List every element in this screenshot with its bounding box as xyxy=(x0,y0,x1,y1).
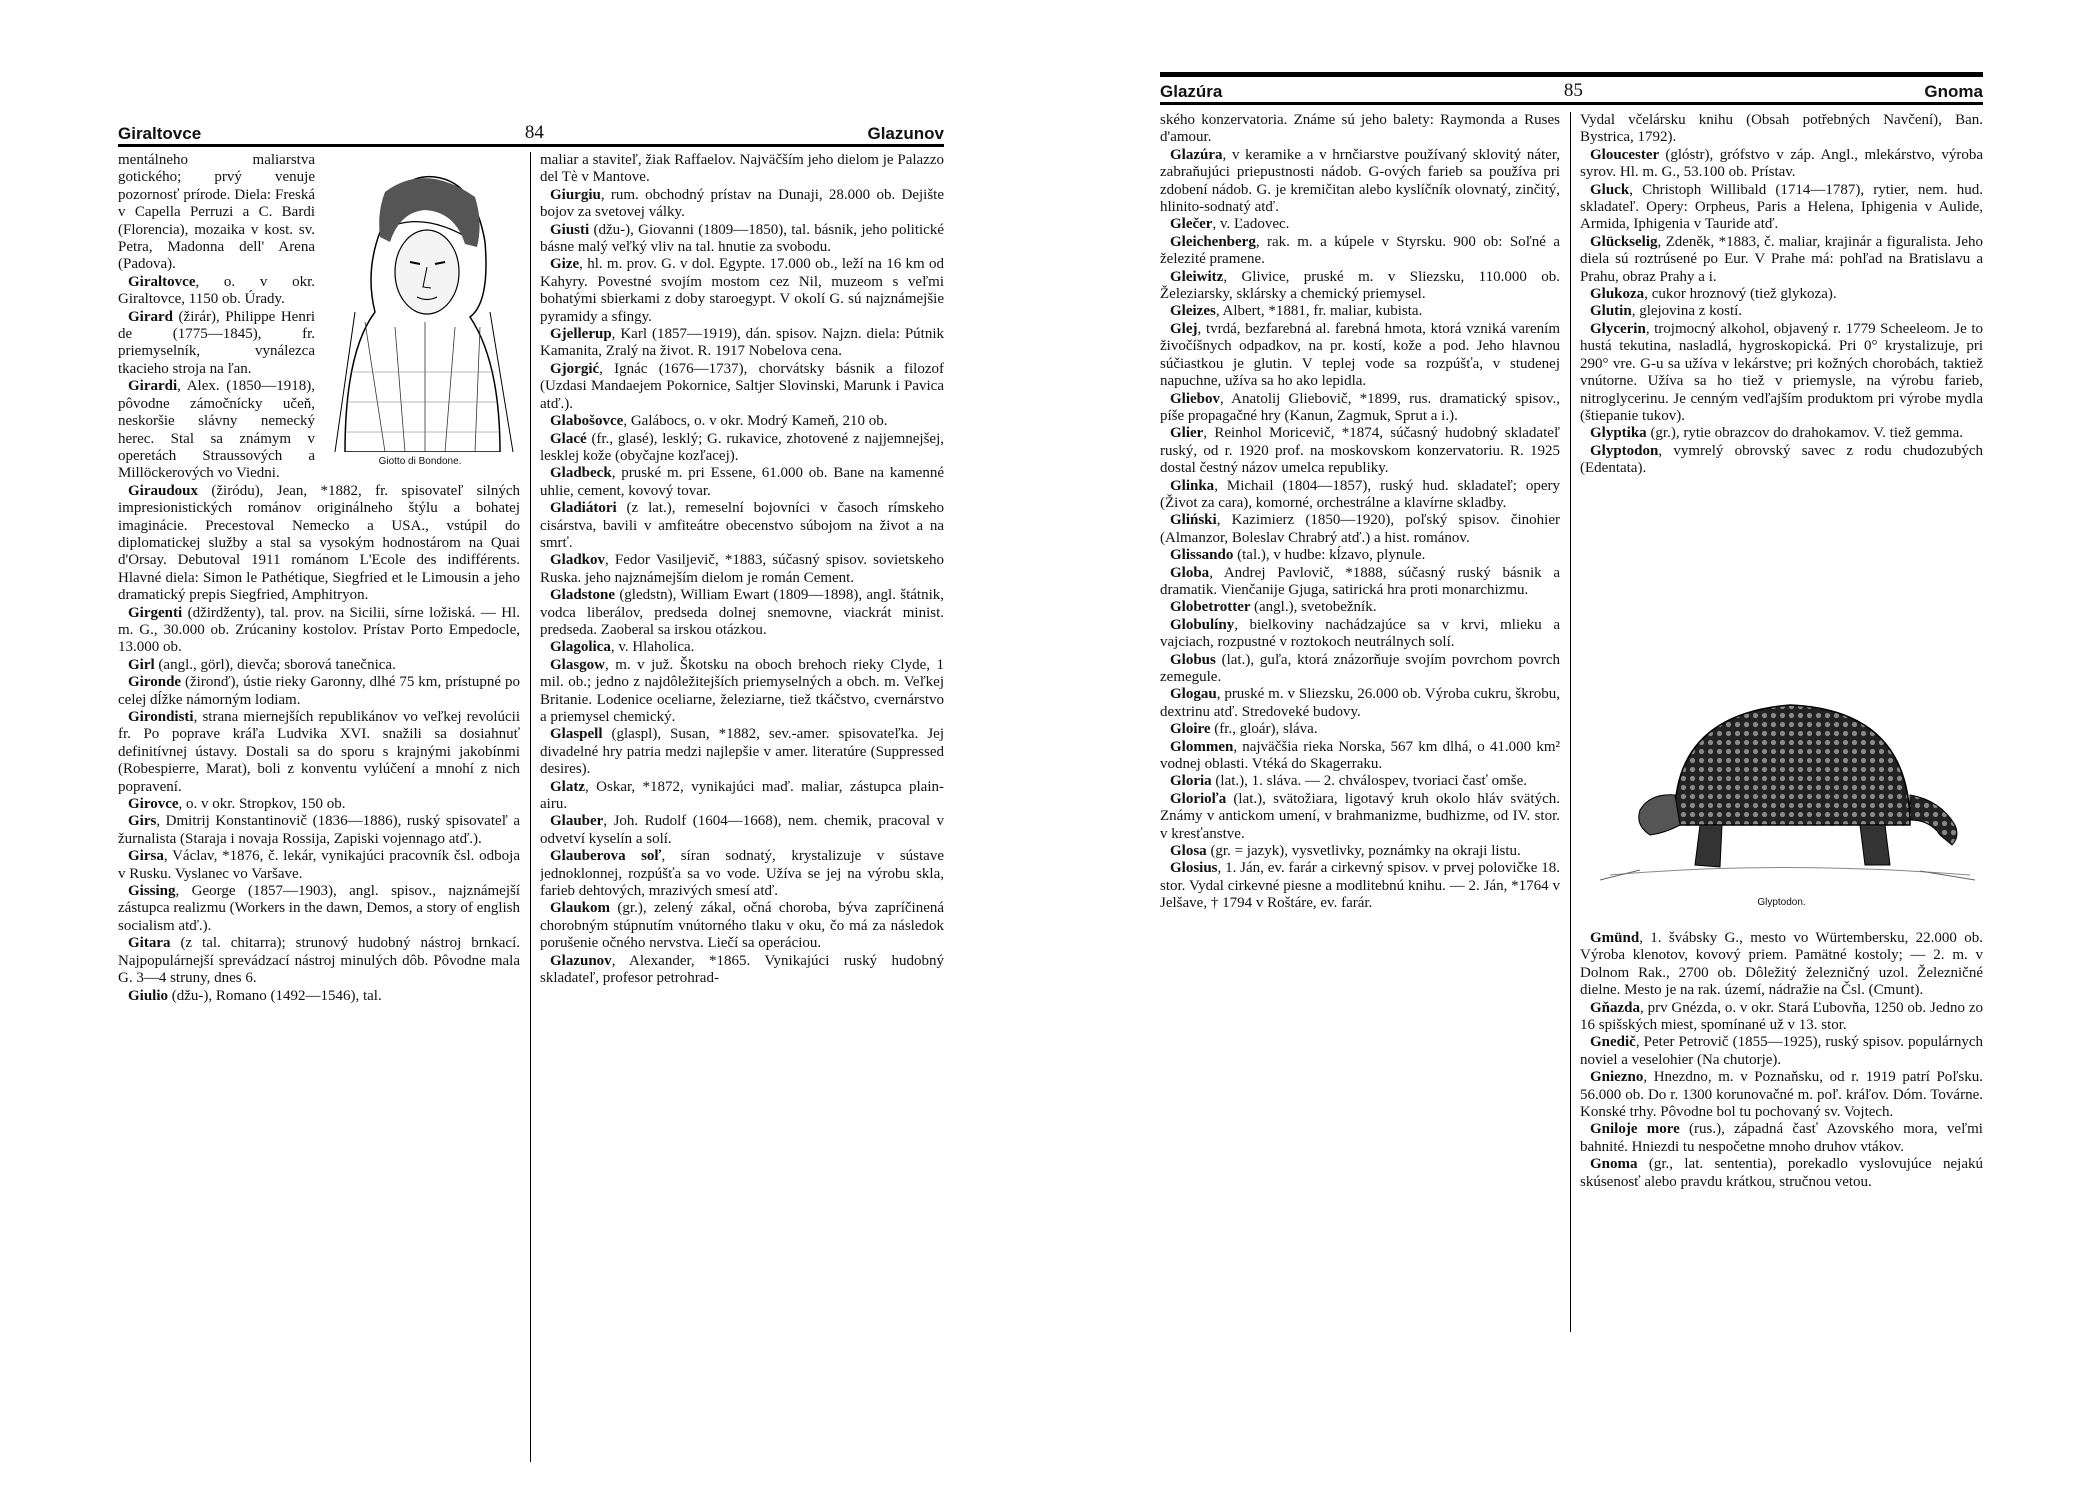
entry: Giraltovce, o. v okr. Giraltovce, 1150 ob. Úrady. xyxy=(118,273,315,308)
glyptodon-caption: Glyptodon. xyxy=(1757,897,1806,908)
entry: Glazunov, Alexander, *1865. Vynikajúci ruský hudobný skladateľ, profesor petrohrad- xyxy=(540,952,944,987)
right-column-1 xyxy=(1160,112,1560,1332)
entry: Glaspell (glaspl), Susan, *1882, sev.-amer. spisovateľka. Jej divadelné hry patria medzi najlepšie v amer. literatúre (Suppressed desires). xyxy=(540,726,944,778)
entry: Glabošovce, Galábocs, o. v okr. Modrý Kameň, 210 ob. xyxy=(550,413,888,430)
left-page-number: 84 xyxy=(524,122,544,143)
entry: Girovce, o. v okr. Stropkov, 150 ob. xyxy=(128,796,346,813)
entry: Gliebov, Anatolij Gliebovič, *1899, rus. dramatický spisov., píše propagačné hry (Kanun, Zagmuk, Sprut a i.). xyxy=(1160,390,1560,424)
entry: Gliński, Kazimierz (1850—1920), poľský spisov. činohier (Almanzor, Boleslav Chrabrý atď.) a hist. románov. xyxy=(1160,512,1560,546)
entry: Gleichenberg, rak. m. a kúpele v Styrsku. 900 ob: Soľné a železité pramene. xyxy=(1160,233,1560,268)
right-page-header xyxy=(1160,80,1983,102)
left-column-divider xyxy=(530,152,531,1462)
entry: Giulio (džu-), Romano (1492—1546), tal. xyxy=(128,987,382,1004)
entry: Glauber, Joh. Rudolf (1604—1668), nem. chemik, pracoval v odvetví kyselín a solí. xyxy=(540,813,944,847)
entry: Glečer, v. Ľadovec. xyxy=(1170,216,1290,233)
entry: ského konzervatoria. Známe sú jeho balety: Raymonda a Ruses d'amour. xyxy=(1160,112,1560,146)
entry: Glinka, Michail (1804—1857), ruský hud. skladateľ; opery (Život za cara), komorné, orchestrálne a klavírne skladby. xyxy=(1160,477,1560,511)
left-header-rule xyxy=(118,144,944,147)
left-page-header xyxy=(118,122,944,144)
entry: Glauberova soľ, síran sodnatý, krystalizuje v sústave jednoklonnej, rozpúšťa sa vo vode. Užíva se jej na výrobu skla, farieb dehtových, mrazivých smesí atď. xyxy=(540,848,944,900)
entry: Glaukom (gr.), zelený zákal, očná choroba, býva zapríčinená chorobným stúpnutím vnútorného tlaku v oku, čo má za následok porušenie očného nervstva. Liečí sa operáciou. xyxy=(540,900,944,952)
entry: Globa, Andrej Pavlovič, *1888, súčasný ruský básnik a dramatik. Vienčanije Gjuga, satirická hra proti monarchizmu. xyxy=(1160,564,1560,598)
right-column-2-top xyxy=(1580,112,1983,672)
entry: mentálneho maliarstva gotického; prvý venuje pozornosť prírode. Diela: Freská v Capella Perruzi a C. Bardi (Florencia), mozaika v kost. sv. Petra, Madonna dell' Arena (Padova). xyxy=(118,152,315,273)
right-column-2-bottom xyxy=(1580,930,1983,1332)
entry: Gmünd, 1. švábsky G., mesto vo Würtembersku, 22.000 ob. Výroba klenotov, kovový priem. Pamätné kostoly; — 2. m. v Dolnom Rak., 2700 ob. Dôležitý železničný uzol. Železničné dielne. Mesto je na rak. území, nádražie na Čsl. (Cmunt). xyxy=(1580,930,1983,999)
entry: Gňazda, prv Gnézda, o. v okr. Stará Ľubovňa, 1250 ob. Jedno zo 16 spišských miest, spomínané už v 13. stor. xyxy=(1580,999,1983,1034)
right-header-term: Glazunov xyxy=(867,124,944,143)
entry: Globetrotter (angl.), svetobežník. xyxy=(1170,599,1377,616)
entry: Vydal včelársku knihu (Obsah potřebných Navčení), Ban. Bystrica, 1792). xyxy=(1580,112,1983,146)
entry: Glyptodon, vymrelý obrovský savec z rodu chudozubých (Edentata). xyxy=(1580,442,1983,477)
entry: Glacé (fr., glasé), lesklý; G. rukavice, zhotovené z najjemnejšej, lesklej kože (obyčajne kozľacej). xyxy=(540,430,944,464)
left-column-2 xyxy=(540,152,944,1462)
right-page-number: 85 xyxy=(1563,80,1583,101)
entry: Glutin, glejovina z kostí. xyxy=(1590,303,1743,320)
entry: Glosius, 1. Ján, ev. farár a cirkevný spisov. v prvej polovičke 18. stor. Vydal cirkevné piesne a modlitebnú knihu. — 2. Ján, *1764 v Jelšave, † 1794 v Roštáre, ev. farár. xyxy=(1160,860,1560,912)
entry: Gladiátori (z lat.), remeselní bojovníci v časoch rímskeho cisárstva, bavili v amfiteátre obecenstvo súbojom na život a na smrť. xyxy=(540,500,944,551)
right-top-rule xyxy=(1160,72,1983,77)
entry: Glej, tvrdá, bezfarebná al. farebná hmota, ktorá vzniká varením živočíšnych odpadkov, na pr. kostí, kože a pod. Jeho hlavnou súčiastkou je glutin. V teplej vode sa rozpúšťa, v studenej napuchne, užíva sa ho ako lepidla. xyxy=(1160,320,1560,390)
entry: Glogau, pruské m. v Sliezsku, 26.000 ob. Výroba cukru, škrobu, dextrinu atď. Stredoveké budovy. xyxy=(1160,686,1560,720)
entry: Girard (žirár), Philippe Henri de (1775—1845), fr. priemyselník, vynálezca tkacieho stroja na ľan. xyxy=(118,308,315,377)
right-header-term: Gnoma xyxy=(1924,82,1983,101)
entry: Glissando (tal.), v hudbe: kĺzavo, plynule. xyxy=(1170,547,1426,564)
portrait-float-space xyxy=(315,152,520,470)
entry: Glukoza, cukor hroznový (tiež glykoza). xyxy=(1590,286,1837,303)
entry: Glazúra, v keramike a v hrnčiarstve používaný sklovitý náter, zabraňujúci priepustnosti nádob. G-ových farieb sa používa pri zdobení nádob. G. je kremičitan alebo kyslíčník olovnatý, zinčitý, hlinito-sodnatý atď. xyxy=(1160,146,1560,216)
entry: Gniezno, Hnezdno, m. v Poznaňsku, od r. 1919 patrí Poľsku. 56.000 ob. Do r. 1300 korunovačné m. poľ. kráľov. Dóm. Továrne. Konské trhy. Pôvodne bol tu pochovaný sv. Vojtech. xyxy=(1580,1069,1983,1121)
entry: Giurgiu, rum. obchodný prístav na Dunaji, 28.000 ob. Dejište bojov za svetovej války. xyxy=(540,186,944,221)
glyptodon-figure xyxy=(1580,675,1983,925)
entry: Gnoma (gr., lat. sententia), porekadlo vyslovujúce nejakú skúsenosť alebo pravdu krátkou, stručnou vetou. xyxy=(1580,1156,1983,1190)
entry: Girsa, Václav, *1876, č. lekár, vynikajúci pracovník čsl. odboja v Rusku. Vyslanec vo Varšave. xyxy=(118,848,520,882)
entry: Glasgow, m. v juž. Škotsku na oboch brehoch rieky Clyde, 1 mil. ob.; jedno z najdôležitejších priemyselných a obch. m. Veľkej Britanie. Lodenice oceliarne, železiarne, tiež tkáčstvo, cvernárstvo a priemysel chemický. xyxy=(540,656,944,725)
entry: Globulíny, bielkoviny nachádzajúce sa v krvi, mlieku a vajciach, rozpustné v roztokoch neutrálnych solí. xyxy=(1160,616,1560,651)
entry: Glosa (gr. = jazyk), vysvetlivky, poznámky na okraji listu. xyxy=(1170,843,1521,860)
entry: Gize, hl. m. prov. G. v dol. Egypte. 17.000 ob., leží na 16 km od Kahyry. Povestné svojím mostom cez Nil, muzeom s veľmi bohatými sbierkami z doby staroegypt. V okolí G. sú najznámejšie pyramidy a sfingy. xyxy=(540,256,944,325)
right-column-divider xyxy=(1570,112,1571,1332)
entry: Gladbeck, pruské m. pri Essene, 61.000 ob. Bane na kamenné uhlie, cement, kovový tovar. xyxy=(540,465,944,499)
entry: Gniloje more (rus.), západná časť Azovského mora, veľmi bahnité. Hniezdi tu nespočetne mnoho druhov vtákov. xyxy=(1580,1121,1983,1155)
entry: Girs, Dmitrij Konstantinovič (1836—1886), ruský spisovateľ a žurnalista (Staraja i novaja Rossija, Zapiski vojennago atď.). xyxy=(118,813,520,847)
entry: Glatz, Oskar, *1872, vynikajúci maď. maliar, zástupca plain-airu. xyxy=(540,778,944,813)
entry: Gladstone (gledstn), William Ewart (1809—1898), angl. štátnik, vodca liberálov, predseda dolnej snemovne, viackrát minist. predseda. Zaoberal sa irskou otázkou. xyxy=(540,587,944,638)
entry: Giraudoux (žiródu), Jean, *1882, fr. spisovateľ silných impresionistických románov originálneho štýlu a bohatej imaginácie. Precestoval Nemecko a USA., vstúpil do diplomatickej služby a stal sa vysokým hodnostárom na Quai d'Orsay. Debutoval 1911 románom L'Ecole des indifférents. Hlavné diela: Simon le Pathétique, Siegfried et le Limousin a jeho dramatický prepis Siegfried, Amphitryon. xyxy=(118,482,520,604)
giotto-caption: Giotto di Bondone. xyxy=(378,456,462,467)
entry: Glyptika (gr.), rytie obrazcov do drahokamov. V. tiež gemma. xyxy=(1590,425,1963,442)
entry: Glückselig, Zdeněk, *1883, č. maliar, krajinár a figuralista. Jeho diela sú roztrúsené po Eur. V Prahe má: pohľad na Bratislavu a Prahu, obraz Prahy a i. xyxy=(1580,233,1983,285)
entry: Glagolica, v. Hlaholica. xyxy=(550,639,695,656)
entry: Gleiwitz, Glivice, pruské m. v Sliezsku, 110.000 ob. Železiarsky, sklársky a chemický priemysel. xyxy=(1160,268,1560,303)
entry: Glorioľa (lat.), svätožiara, ligotavý kruh okolo hláv svätých. Známy v antickom umení, v brahmanizme, budhizme, od IV. stor. v kresťanstve. xyxy=(1160,790,1560,842)
glyptodon-image xyxy=(1580,675,1983,885)
entry: Gitara (z tal. chitarra); strunový hudobný nástroj brnkací. Najpopulárnejší sprevádzací nástroj minulých dôb. Pôvodne mala G. 3—4 struny, dnes 6. xyxy=(118,935,520,987)
entry: Girl (angl., görl), dievča; sborová tanečnica. xyxy=(128,656,396,673)
entry: Gloire (fr., gloár), sláva. xyxy=(1170,721,1318,738)
entry: Glycerin, trojmocný alkohol, objavený r. 1779 Scheeleom. Je to hustá tekutina, nasladlá, hygroskopická. Pri 0° krystalizuje, pri 290° vre. G-u sa užíva v lekárstve; pri kožných chorobách, taktiež vnútorne. Užíva sa ho tiež v priemysle, na výrobu farieb, nitroglycerinu. Je cenným vedľajším produktom pri výrobe mydla (štiepanie tukov). xyxy=(1580,320,1983,424)
entry: Glommen, najväčšia rieka Norska, 567 km dlhá, o 41.000 km² vodnej oblasti. Vtéká do Skagerraku. xyxy=(1160,738,1560,773)
left-column-1 xyxy=(118,152,520,1462)
entry: Gironde (žironď), ústie rieky Garonny, dlhé 75 km, prístupné po celej dĺžke námorným lodiam. xyxy=(118,674,520,708)
right-header-rule xyxy=(1160,102,1983,105)
entry: Gissing, George (1857—1903), angl. spisov., najznámejší zástupca realizmu (Workers in the dawn, Demos, a story of english socialism atď.). xyxy=(118,883,520,934)
entry: Globus (lat.), guľa, ktorá znázorňuje svojím povrchom povrch zemegule. xyxy=(1160,651,1560,685)
entry: Gjorgić, Ignác (1676—1737), chorvátsky básnik a filozof (Uzdasi Mandaejem Pokornice, Saltjer Slovinski, Marunk i Pavica atď.). xyxy=(540,360,944,412)
entry: Gnedič, Peter Petrovič (1855—1925), ruský spisov. populárnych noviel a veselohier (Na chutorje). xyxy=(1580,1034,1983,1068)
entry: Gleizes, Albert, *1881, fr. maliar, kubista. xyxy=(1170,303,1423,320)
entry: maliar a staviteľ, žiak Raffaelov. Najväčším jeho dielom je Palazzo del Tè v Mantove. xyxy=(540,152,944,186)
entry: Girardi, Alex. (1850—1918), pôvodne zámočnícky učeň, neskoršie slávny nemecký herec. Stal sa známym v operetách Straussových a Millöckerových vo Viedni. xyxy=(118,378,315,482)
entry: Giusti (džu-), Giovanni (1809—1850), tal. básnik, jeho politické básne malý veľký vliv na tal. hnutie za svobodu. xyxy=(540,221,944,256)
entry: Girgenti (džirdženty), tal. prov. na Sicilii, sírne ložiská. — Hl. m. G., 30.000 ob. Zrúcaniny kostolov. Prístav Porto Empedocle, 13.000 ob. xyxy=(118,604,520,656)
entry: Gluck, Christoph Willibald (1714—1787), rytier, nem. hud. skladateľ. Opery: Orpheus, Paris a Helena, Iphigenia v Aulide, Armida, Iphigenia v Tauride atď. xyxy=(1580,181,1983,233)
left-header-term: Glazúra xyxy=(1160,82,1223,101)
left-header-term: Giraltovce xyxy=(118,124,202,143)
entry: Glier, Reinhol Moricevič, *1874, súčasný hudobný skladateľ ruský, od r. 1920 prof. na moskovskom konzervatoriu. R. 1925 dostal čestný názov umelca republiky. xyxy=(1160,425,1560,477)
entry: Gjellerup, Karl (1857—1919), dán. spisov. Najzn. diela: Pútnik Kamanita, Zralý na život. R. 1917 Nobelova cena. xyxy=(540,326,944,360)
entry: Gloucester (glóstr), grófstvo v záp. Angl., mlekárstvo, výroba syrov. Hl. m. G., 53.100 ob. Prístav. xyxy=(1580,146,1983,181)
entry: Girondisti, strana miernejších republikánov vo veľkej revolúcii fr. Po poprave kráľa Ludvika XVI. snažili sa dosiahnuť definitívnej ústavy. Dostali sa do sporu s krajnými jakobínmi (Robespierre, Marat), boli z konventu vylúčení a mnohí z nich popravení. xyxy=(118,709,520,795)
entry: Gladkov, Fedor Vasiljevič, *1883, súčasný spisov. sovietskeho Ruska. jeho najznámejším dielom je román Cement. xyxy=(540,552,944,586)
entry: Gloria (lat.), 1. sláva. — 2. chválospev, tvoriaci časť omše. xyxy=(1170,773,1528,790)
